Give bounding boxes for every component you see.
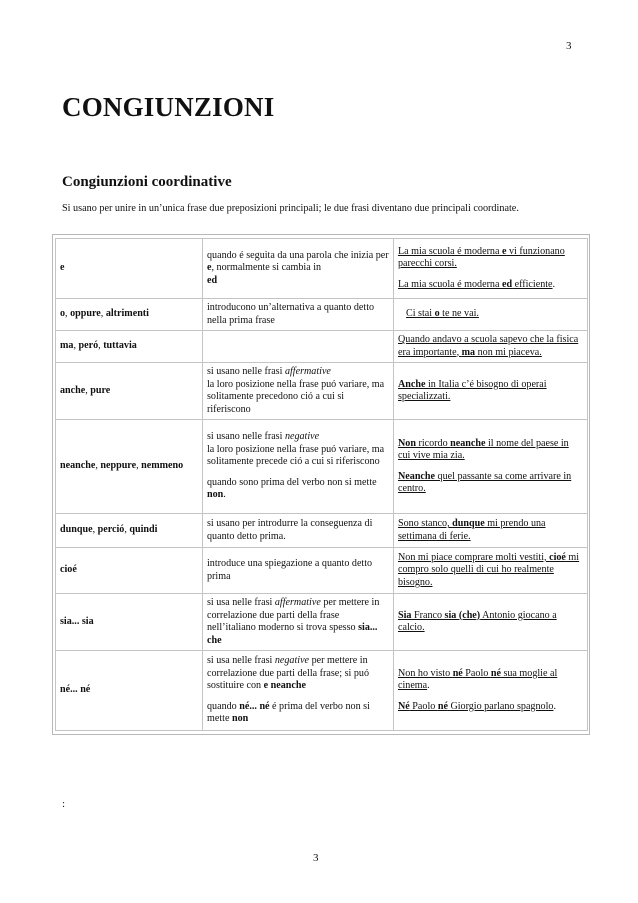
table-row <box>56 594 588 651</box>
explanation-cell: si usa nelle frasi negative per mettere in correlazione due parti della frase; si puó sostituire con e neanche quando né... né é prima del verbo non si mette non <box>203 651 394 731</box>
example-sentence: Non ho visto né Paolo né sua moglie al cinema. <box>398 667 558 692</box>
conjunction-cell: e <box>56 239 203 299</box>
example-sentence: Non ricordo neanche il nome del paese in cui vive mia zia. <box>398 437 569 461</box>
intro-paragraph: Si usano per unire in un’unica frase due preposizioni principali; le due frasi diventano due principali coordinate. <box>62 203 519 214</box>
example-sentence: Né Paolo né Giorgio parlano spagnolo. <box>398 700 556 712</box>
conjunction-cell: sia... sia <box>56 594 203 651</box>
example-cell <box>394 548 588 594</box>
example-cell <box>394 331 588 363</box>
table-row <box>56 239 588 299</box>
example-sentence: La mia scuola é moderna e vi funzionano parecchi corsi. <box>398 245 565 270</box>
conjunction-cell: dunque, perció, quindi <box>56 514 203 548</box>
example-cell <box>394 514 588 548</box>
conjunctions-table <box>55 238 588 731</box>
conjunctions-table-frame <box>52 234 590 735</box>
stray-colon: : <box>62 798 66 810</box>
conjunction-cell: anche, pure <box>56 363 203 420</box>
example-cell <box>394 299 588 331</box>
page-title: CONGIUNZIONI <box>62 92 275 122</box>
example-sentence: La mia scuola é moderna ed efficiente. <box>398 278 556 290</box>
explanation-cell: si usano nelle frasi negative la loro posizione nella frase puó variare, ma solitamente precede ció a cui si riferiscono quando sono prima del verbo non si mette non. <box>203 420 394 514</box>
explanation-cell: introduce una spiegazione a quanto detto prima <box>203 548 394 594</box>
example-cell <box>394 594 588 651</box>
example-cell <box>394 239 588 299</box>
page-number-top: 3 <box>566 40 572 52</box>
example-sentence: Ci stai o te ne vai. <box>406 308 479 320</box>
example-sentence: Sono stanco, dunque mi prendo una settimana di ferie. <box>398 518 546 542</box>
example-cell <box>394 363 588 420</box>
explanation-cell: si usano nelle frasi affermative la loro posizione nella frase puó variare, ma solitamente precedono ció a cui si riferiscono <box>203 363 394 420</box>
page-number-bottom: 3 <box>313 852 319 864</box>
example-cell <box>394 651 588 731</box>
conjunction-cell: neanche, neppure, nemmeno <box>56 420 203 514</box>
table-row <box>56 651 588 731</box>
example-sentence: Anche in Italia c’é bisogno di operai specializzati. <box>398 378 547 402</box>
conjunction-cell: ma, peró, tuttavia <box>56 331 203 363</box>
table-row <box>56 514 588 548</box>
section-subtitle: Congiunzioni coordinative <box>62 174 232 190</box>
explanation-cell: quando é seguita da una parola che inizia per e, normalmente si cambia in ed <box>203 239 394 299</box>
explanation-cell <box>203 331 394 363</box>
table-row <box>56 363 588 420</box>
table-row <box>56 420 588 514</box>
table-row <box>56 331 588 363</box>
example-sentence: Neanche quel passante sa come arrivare in centro. <box>398 470 572 494</box>
conjunction-cell: né... né <box>56 651 203 731</box>
example-sentence: Sia Franco sia (che) Antonio giocano a calcio. <box>398 609 557 633</box>
explanation-cell: introducono un’alternativa a quanto detto nella prima frase <box>203 299 394 331</box>
explanation-cell: si usano per introdurre la conseguenza di quanto detto prima. <box>203 514 394 548</box>
table-row <box>56 548 588 594</box>
table-row <box>56 299 588 331</box>
explanation-cell: si usa nelle frasi affermative per mettere in correlazione due parti della frase nell’italiano moderno si trova spesso sia... che <box>203 594 394 651</box>
example-sentence: Non mi piace comprare molti vestiti, cioé mi compro solo quelli di cui ho realmente bisogno. <box>398 551 580 588</box>
example-sentence: Quando andavo a scuola sapevo che la fisica era importante, ma non mi piaceva. <box>398 334 579 358</box>
conjunction-cell: cioé <box>56 548 203 594</box>
conjunction-cell: o, oppure, altrimenti <box>56 299 203 331</box>
example-cell <box>394 420 588 514</box>
